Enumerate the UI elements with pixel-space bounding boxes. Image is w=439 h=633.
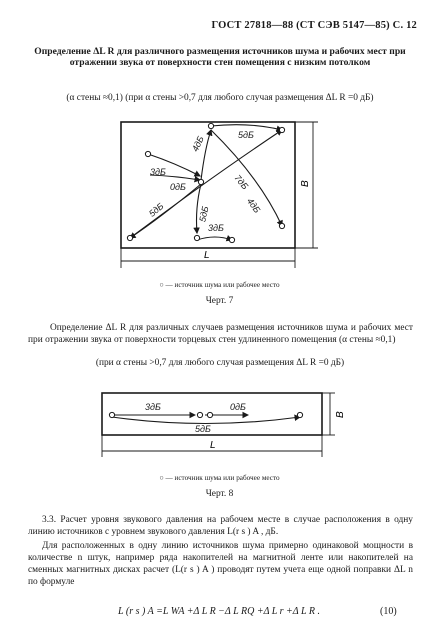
dim-b-label: B bbox=[300, 180, 311, 187]
section2-conditions: (при α стены >0,7 для любого случая размещения ΔL R =0 дБ) bbox=[95, 358, 345, 368]
equation-number: (10) bbox=[380, 606, 397, 617]
point bbox=[198, 179, 203, 184]
label-7db: 7дБ bbox=[232, 172, 251, 192]
label-4db: 4дБ bbox=[245, 196, 263, 215]
label-5db: 5дБ bbox=[195, 424, 211, 434]
formula-10: L (r s ) A =L WA +Δ L R −Δ L RQ +Δ L r +Δ L R . bbox=[118, 606, 320, 617]
figure-7-caption: Черт. 7 bbox=[205, 296, 234, 306]
point bbox=[194, 235, 199, 240]
point bbox=[279, 223, 284, 228]
path-7db bbox=[211, 130, 282, 226]
label-3db-bottom: 3дБ bbox=[208, 223, 224, 233]
paragraph-3-3: 3.3. Расчет уровня звукового давления на рабочем месте в случае расположения в одну линию источников с уровнем звукового давления L(r s ) A , дБ. bbox=[28, 515, 413, 537]
label-5db-top: 5дБ bbox=[238, 130, 254, 140]
path-5db bbox=[112, 417, 300, 424]
point bbox=[229, 237, 234, 242]
point bbox=[208, 123, 213, 128]
point bbox=[127, 235, 132, 240]
label-3db: 3дБ bbox=[150, 167, 166, 177]
section1-conditions: (α стены ≈0,1) (при α стены >0,7 для любого случая размещения ΔL R =0 дБ) bbox=[66, 93, 374, 103]
label-3db: 3дБ bbox=[145, 402, 161, 412]
label-5db-vert: 5дБ bbox=[197, 205, 211, 223]
point bbox=[145, 151, 150, 156]
figure-7-legend: ○ — источник шума или рабочее место bbox=[159, 281, 280, 289]
figure-8-caption: Черт. 8 bbox=[205, 489, 234, 499]
figure-8-diagram bbox=[0, 385, 439, 475]
path-3db-bottom bbox=[197, 237, 232, 240]
page-header: ГОСТ 27818—88 (СТ СЭВ 5147—85) С. 12 bbox=[211, 20, 417, 31]
dim-l-label: L bbox=[204, 250, 210, 261]
section1-title: Определение ΔL R для различного размещения источников шума и рабочих мест при отражении звука от поверхности стен помещения с низким потолком bbox=[34, 46, 406, 68]
label-5db-left: 5дБ bbox=[146, 200, 166, 219]
label-4db-diag: 4дБ bbox=[190, 134, 206, 154]
point bbox=[279, 127, 284, 132]
dim-l-label: L bbox=[210, 440, 216, 451]
paragraph-3-3-body: Для расположенных в одну линию источников шума примерно одинаковой мощности в количестве n штук, например ряда накопителей на магнитной ленте или накопителей на сменных магнитных дисках расчет (L(r s ) A ) проводят путем учета еще одной поправки ΔL n по формуле bbox=[28, 541, 413, 587]
dim-b-label: B bbox=[335, 411, 346, 418]
label-0db: 0дБ bbox=[230, 402, 246, 412]
section2-title: Определение ΔL R для различных случаев размещения источников шума и рабочих мест при отражении звука от поверхности торцевых стен удлиненного помещения (α стены ≈0,1) bbox=[28, 323, 413, 345]
label-0db: 0дБ bbox=[170, 182, 186, 192]
figure-8-legend: ○ — источник шума или рабочее место bbox=[159, 474, 280, 482]
